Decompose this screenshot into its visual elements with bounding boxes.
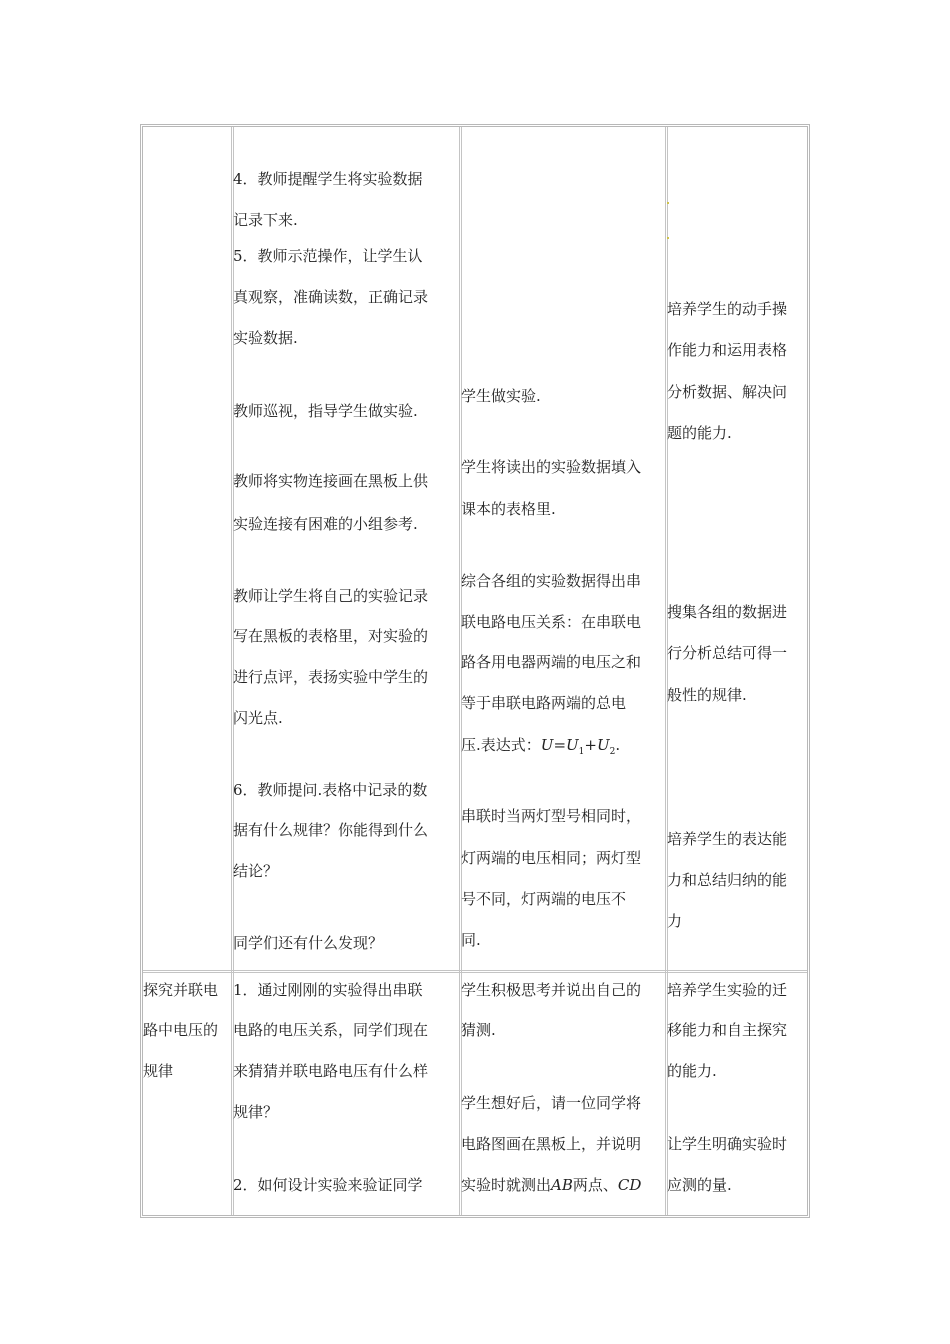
intent-text-line: 力和总结归纳的能	[667, 871, 788, 889]
point-label-cd: CD	[617, 1176, 642, 1194]
symbol-u: U	[540, 736, 554, 754]
intent-text-line: 题的能力.	[667, 424, 732, 442]
intent-text-line: 的能力.	[667, 1062, 717, 1080]
subscript-2: 2	[609, 747, 616, 757]
topic-text-line: 路中电压的	[143, 1021, 219, 1039]
teacher-text-line: 来猜猜并联电路电压有什么样	[233, 1062, 429, 1080]
teacher-text-line: 教师将实物连接画在黑板上供	[233, 472, 429, 490]
teacher-text-line: 1．通过刚刚的实验得出串联	[233, 981, 423, 999]
student-text-line: 路各用电器两端的电压之和	[461, 653, 642, 671]
student-text-line: 等于串联电路两端的总电	[461, 694, 627, 712]
teacher-text-line: 电路的电压关系，同学们现在	[233, 1021, 429, 1039]
student-text-line: 学生积极思考并说出自己的	[461, 981, 642, 999]
student-text-line: 联电路电压关系：在串联电	[461, 613, 642, 631]
symbol-equals: =	[553, 736, 567, 754]
intent-text-line: 让学生明确实验时	[667, 1135, 788, 1153]
symbol-plus: +	[584, 736, 597, 754]
teacher-text-line: 闪光点.	[233, 709, 283, 727]
scan-speck	[667, 202, 669, 204]
student-text-line: 灯两端的电压相同；两灯型	[461, 849, 642, 867]
symbol-u1: U	[566, 736, 579, 754]
teacher-text-line: 据有什么规律？你能得到什么	[233, 821, 429, 839]
student-text-line: 综合各组的实验数据得出串	[461, 572, 642, 590]
teacher-text-line: 写在黑板的表格里，对实验的	[233, 627, 429, 645]
student-text-line: 学生将读出的实验数据填入	[461, 458, 642, 476]
student-text-segment: 两点、	[572, 1176, 618, 1194]
teacher-text-line: 真观察，准确读数，正确记录	[233, 288, 429, 306]
intent-text-line: 作能力和运用表格	[667, 341, 788, 359]
intent-text-line: 力	[667, 912, 683, 930]
teacher-text-line: 结论？	[233, 862, 279, 880]
intent-text-line: 移能力和自主探究	[667, 1021, 788, 1039]
student-text-line: 串联时当两灯型号相同时，	[461, 807, 642, 825]
teacher-text-line: 记录下来.	[233, 211, 298, 229]
student-text-line: 学生做实验.	[461, 387, 541, 405]
intent-text-line: 培养学生的动手操	[667, 300, 788, 318]
teacher-text-line: 教师巡视，指导学生做实验.	[233, 402, 418, 420]
symbol-u2: U	[596, 736, 610, 754]
intent-text-line: 分析数据、解决问	[667, 383, 788, 401]
formula-line	[461, 725, 620, 773]
teacher-text-line: 6．教师提问.表格中记录的数	[233, 781, 428, 799]
scan-speck	[667, 237, 669, 239]
teacher-text-line: 5．教师示范操作，让学生认	[233, 247, 423, 265]
intent-text-line: 搜集各组的数据进	[667, 603, 788, 621]
intent-text-line: 应测的量.	[667, 1176, 732, 1194]
student-text-line: 号不同，灯两端的电压不	[461, 890, 627, 908]
intent-text-line: 培养学生的表达能	[667, 830, 788, 848]
point-label-ab: AB	[551, 1176, 573, 1194]
topic-text-line: 规律	[143, 1062, 174, 1080]
intent-text-line: 培养学生实验的迁	[667, 981, 788, 999]
student-text-line: 猜测.	[461, 1021, 496, 1039]
intent-text-line: 般性的规律.	[667, 686, 747, 704]
student-text-line: 同.	[461, 931, 481, 949]
student-text-segment: 实验时就测出	[461, 1176, 552, 1194]
formula-prefix: 压.表达式：	[461, 736, 541, 754]
teacher-text-line: 教师让学生将自己的实验记录	[233, 587, 429, 605]
student-text-line: 学生想好后，请一位同学将	[461, 1094, 642, 1112]
subscript-1: 1	[578, 747, 585, 757]
formula-end: .	[615, 736, 621, 754]
teacher-text-line: 规律？	[233, 1103, 279, 1121]
teacher-text-line: 实验数据.	[233, 329, 298, 347]
student-text-line: 电路图画在黑板上，并说明	[461, 1135, 642, 1153]
teacher-text-line: 4．教师提醒学生将实验数据	[233, 170, 423, 188]
student-text-line: 课本的表格里.	[461, 500, 556, 518]
teacher-text-line: 2．如何设计实验来验证同学	[233, 1176, 423, 1194]
teacher-text-line: 进行点评，表扬实验中学生的	[233, 668, 429, 686]
teacher-text-line: 同学们还有什么发现？	[233, 934, 384, 952]
teacher-text-line: 实验连接有困难的小组参考.	[233, 515, 418, 533]
intent-text-line: 行分析总结可得一	[667, 644, 788, 662]
student-text-line	[461, 1165, 641, 1206]
topic-text-line: 探究并联电	[143, 981, 219, 999]
